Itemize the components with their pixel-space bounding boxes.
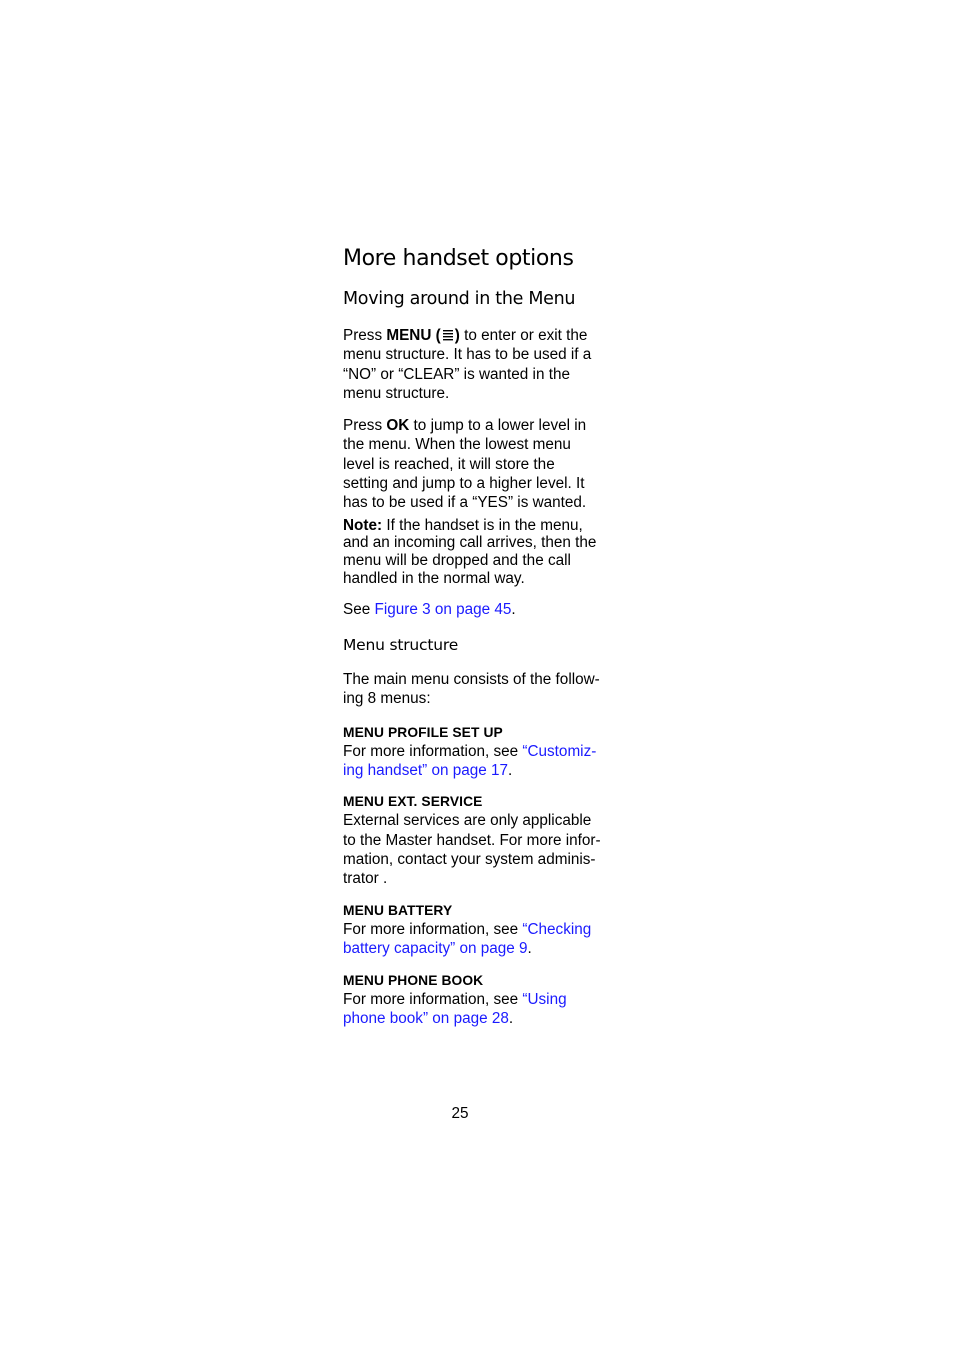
- text-run: .: [508, 1010, 514, 1028]
- menu-phonebook-title: MENU PHONE BOOK: [343, 973, 484, 989]
- menu-structure-heading: Menu structure: [343, 636, 459, 655]
- menu-ext-paragraph: [343, 811, 615, 888]
- menu-key-close: ): [454, 327, 460, 344]
- text-run: For more information, see: [343, 920, 523, 938]
- text-run: to enter or exit the: [459, 327, 588, 344]
- text-run: Press: [343, 327, 387, 344]
- text-line: setting and jump to a higher level. It: [343, 475, 585, 493]
- text-line: trator .: [343, 870, 388, 888]
- menu-profile-paragraph: [343, 742, 615, 781]
- text-line: and an incoming call arrives, then the: [343, 534, 597, 552]
- menu-lines-icon: [442, 329, 454, 341]
- text-run: For more information, see: [343, 742, 523, 760]
- text-line: to the Master handset. For more infor-: [343, 831, 601, 849]
- menu-battery-title: MENU BATTERY: [343, 902, 453, 918]
- menu-profile-title: MENU PROFILE SET UP: [343, 724, 503, 740]
- text-line: handled in the normal way.: [343, 570, 525, 588]
- text-run: .: [508, 762, 513, 780]
- text-line: menu structure. It has to be used if a: [343, 346, 592, 364]
- text-line: the menu. When the lowest menu: [343, 436, 571, 454]
- text-line: has to be used if a “YES” is wanted.: [343, 494, 587, 512]
- text-run: If the handset is in the menu,: [382, 516, 583, 534]
- text-line: menu structure.: [343, 384, 450, 402]
- text-line: “NO” or “CLEAR” is wanted in the: [343, 365, 570, 383]
- text-line: menu will be dropped and the call: [343, 552, 571, 570]
- using-phone-book-link[interactable]: “Using: [522, 991, 567, 1009]
- menu-key-label: MENU (: [386, 327, 441, 344]
- page-number: 25: [451, 1105, 469, 1122]
- section-title: More handset options: [343, 246, 574, 271]
- note-label: Note:: [343, 516, 383, 534]
- text-run: Press: [343, 417, 387, 435]
- menu-ext-title: MENU EXT. SERVICE: [343, 794, 483, 810]
- text-line: mation, contact your system adminis-: [343, 850, 596, 868]
- checking-battery-link-cont[interactable]: battery capacity” on page 9: [343, 939, 528, 957]
- text-line: ing 8 menus:: [343, 690, 431, 708]
- moving-heading: Moving around in the Menu: [343, 289, 576, 309]
- text-run: .: [527, 939, 532, 957]
- text-run: See: [343, 600, 375, 618]
- text-line: The main menu consists of the follow-: [343, 671, 600, 689]
- customizing-handset-link-cont[interactable]: ing handset” on page 17: [343, 762, 509, 780]
- page-content: [343, 244, 615, 1029]
- menu-battery-paragraph: [343, 920, 615, 959]
- note-paragraph: [343, 517, 615, 588]
- menu-phonebook-paragraph: [343, 990, 615, 1029]
- text-line: External services are only applicable: [343, 812, 592, 830]
- menu-intro-paragraph: [343, 670, 615, 709]
- text-run: For more information, see: [343, 991, 523, 1009]
- figure-3-link[interactable]: Figure 3 on page 45: [374, 600, 512, 618]
- customizing-handset-link[interactable]: “Customiz-: [522, 742, 597, 760]
- menu-paragraph: [343, 326, 615, 403]
- ok-paragraph: [343, 416, 615, 512]
- text-run: .: [511, 600, 516, 618]
- see-figure-paragraph: [343, 600, 615, 619]
- using-phone-book-link-cont[interactable]: phone book” on page 28: [343, 1010, 509, 1028]
- checking-battery-link[interactable]: “Checking: [522, 920, 592, 938]
- ok-key-label: OK: [386, 417, 410, 435]
- text-line: level is reached, it will store the: [343, 455, 555, 473]
- text-run: to jump to a lower level in: [409, 417, 587, 435]
